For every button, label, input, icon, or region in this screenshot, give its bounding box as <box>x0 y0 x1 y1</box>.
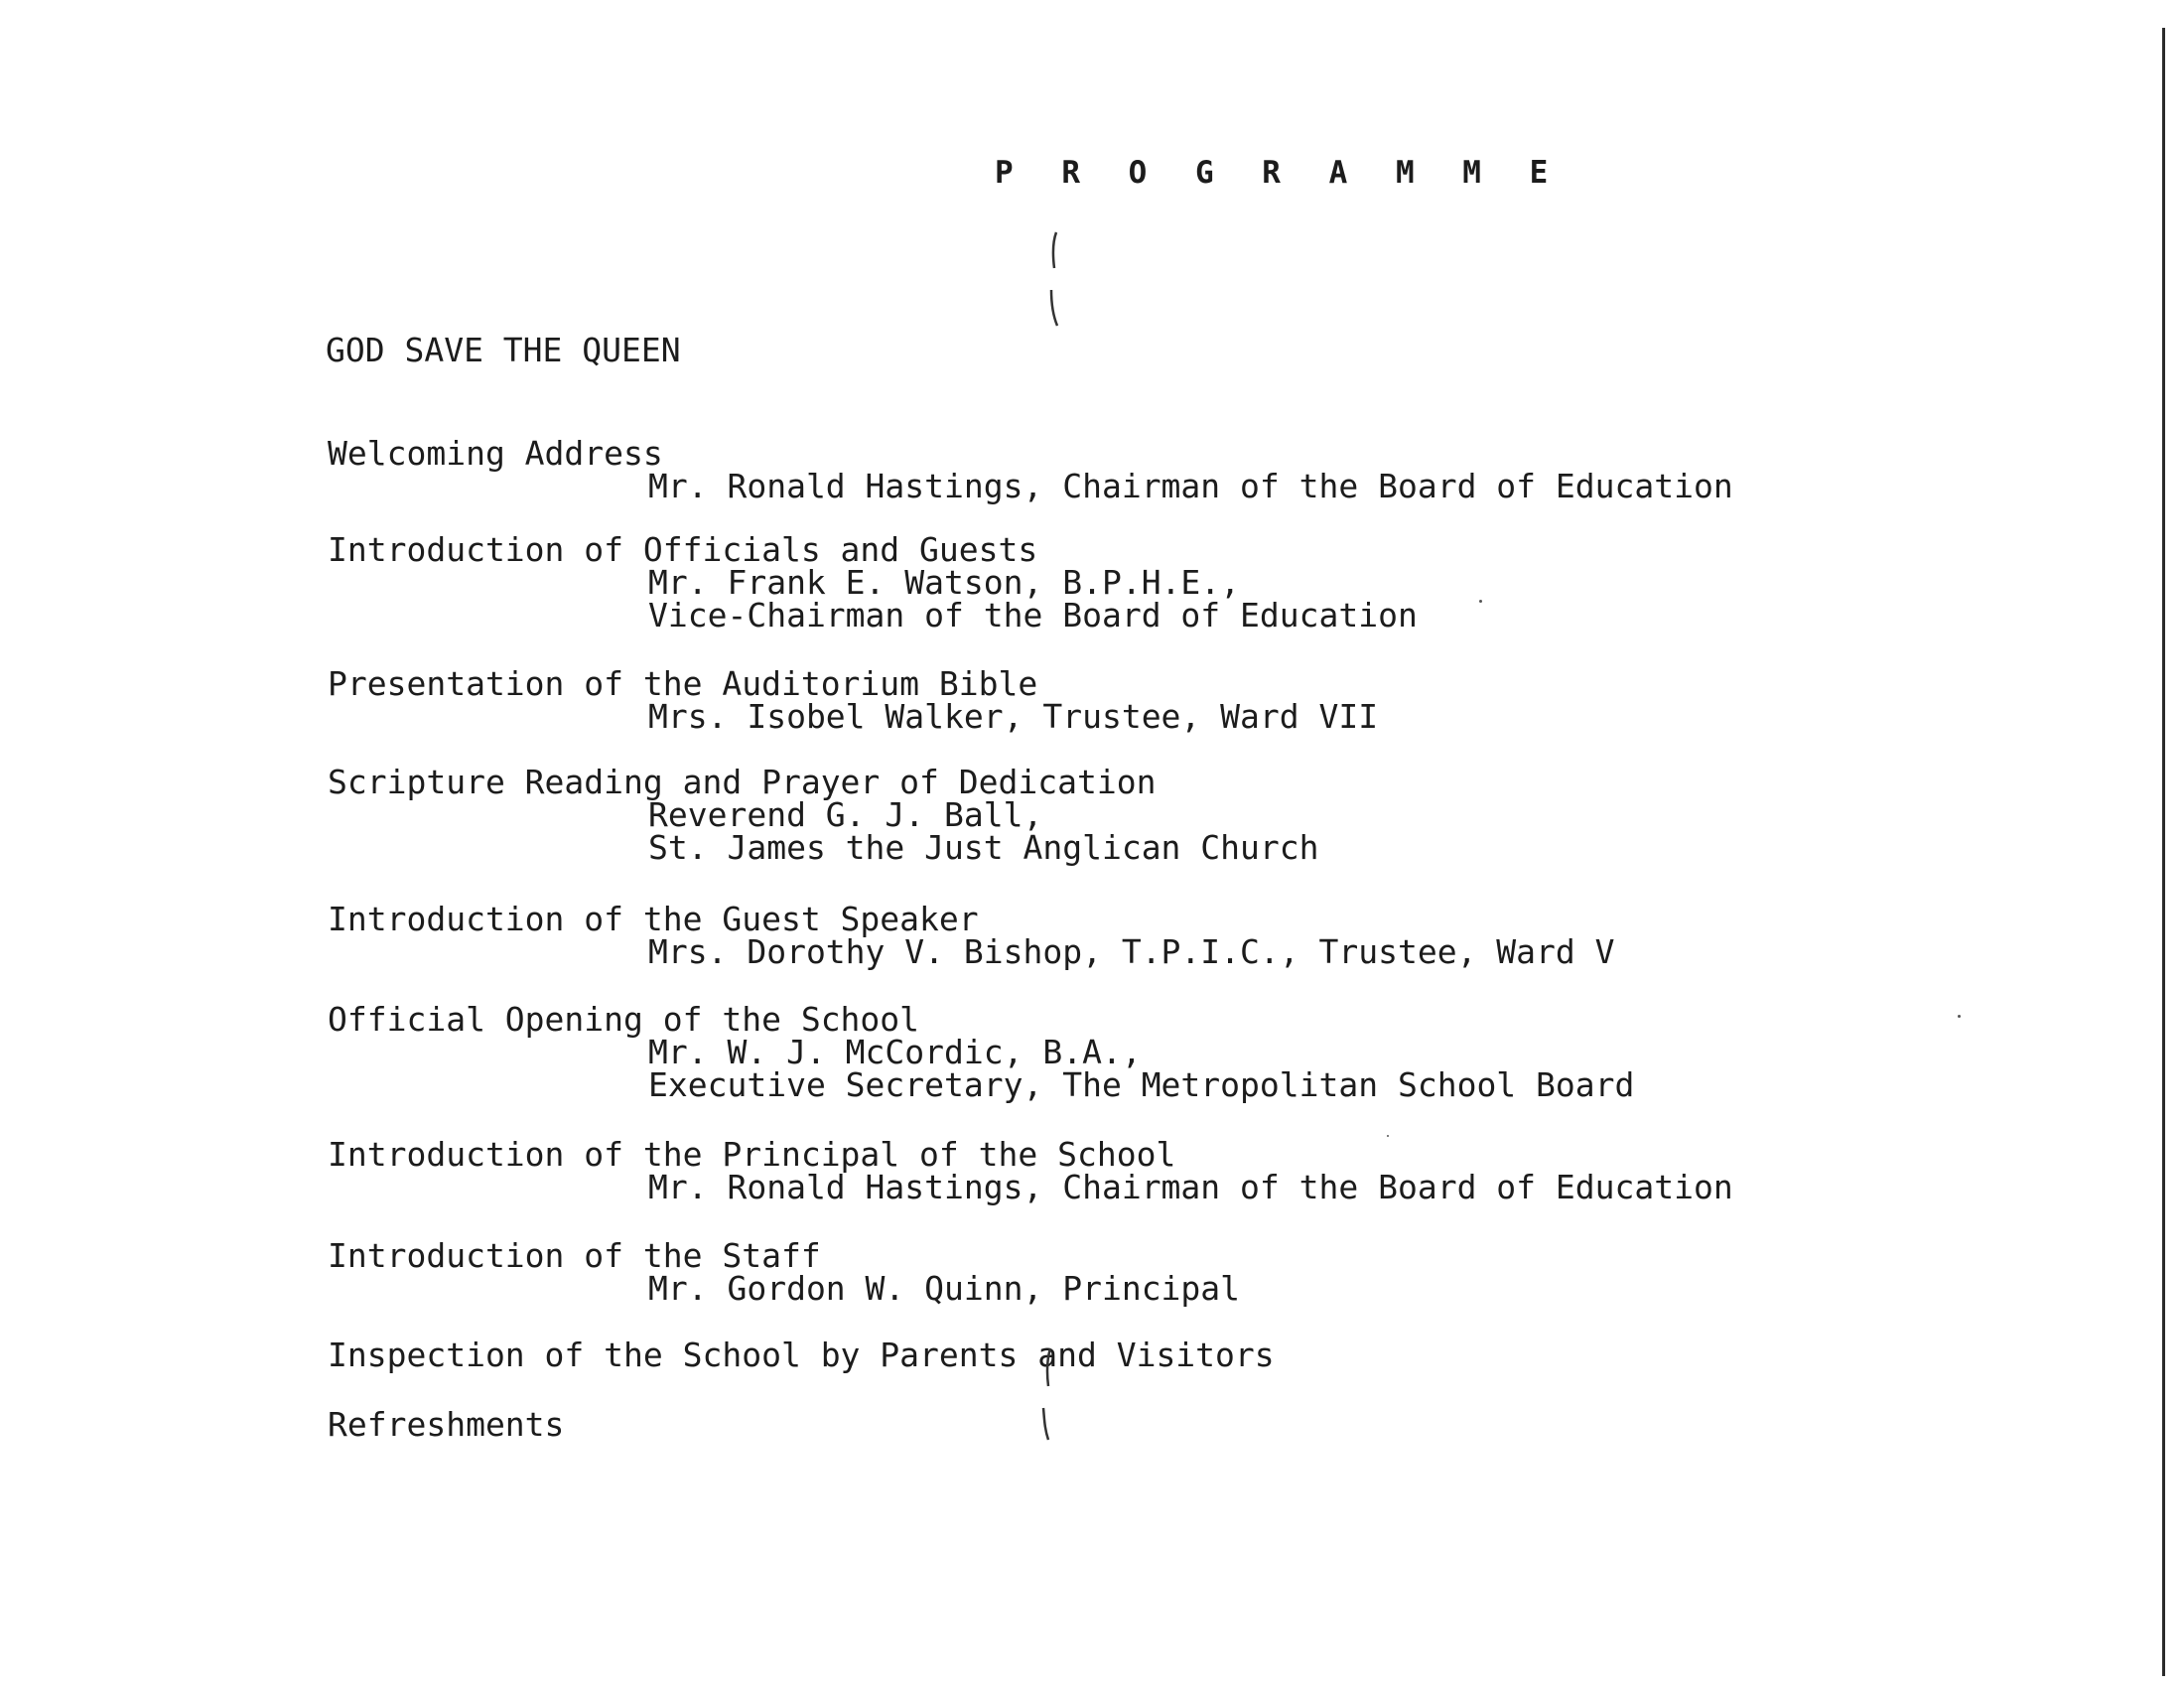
item-detail: Executive Secretary, The Metropolitan School Board <box>648 1065 1635 1104</box>
item-title: Scripture Reading and Prayer of Dedication <box>328 763 1157 801</box>
pencil-mark-bottom <box>1040 1406 1046 1446</box>
item-detail: Mr. Ronald Hastings, Chairman of the Board of Education <box>648 1168 1733 1206</box>
item-detail: Reverend G. J. Ball, <box>648 795 1043 834</box>
item-title: Introduction of the Guest Speaker <box>328 900 979 938</box>
item-title: Introduction of the Staff <box>328 1236 821 1275</box>
item-detail: St. James the Just Anglican Church <box>648 828 1319 867</box>
item-title: Inspection of the School by Parents and Visitors <box>328 1336 1275 1374</box>
programme-item-principal-introduction <box>328 1135 1733 1206</box>
programme-item-welcoming-address <box>328 434 1733 505</box>
pencil-mark-third <box>1044 1346 1050 1390</box>
programme-item-scripture-reading <box>328 763 1319 867</box>
item-title: Welcoming Address <box>328 434 663 473</box>
item-detail: Mr. Gordon W. Quinn, Principal <box>648 1269 1241 1308</box>
programme-item-inspection <box>328 1336 1275 1374</box>
item-detail: Vice-Chairman of the Board of Education <box>648 596 1418 634</box>
item-detail: Mrs. Isobel Walker, Trustee, Ward VII <box>648 697 1379 736</box>
item-detail: Mr. Frank E. Watson, B.P.H.E., <box>648 563 1241 602</box>
page-edge-shadow <box>2162 28 2165 1676</box>
scan-speck <box>1387 1135 1389 1137</box>
item-detail: Mr. Ronald Hastings, Chairman of the Board of Education <box>648 467 1733 505</box>
anthem-line: GOD SAVE THE QUEEN <box>326 331 681 369</box>
item-title: Introduction of Officials and Guests <box>328 530 1038 569</box>
programme-item-introduction-officials <box>328 530 1418 634</box>
programme-item-official-opening <box>328 1000 1635 1104</box>
item-detail: Mrs. Dorothy V. Bishop, T.P.I.C., Trustee, Ward V <box>648 932 1615 971</box>
item-title: Presentation of the Auditorium Bible <box>328 664 1038 703</box>
scan-speck <box>1479 600 1482 603</box>
programme-item-staff-introduction <box>328 1236 1241 1308</box>
item-detail: Mr. W. J. McCordic, B.A., <box>648 1033 1142 1071</box>
programme-item-refreshments <box>328 1405 565 1444</box>
item-title: Introduction of the Principal of the School <box>328 1135 1176 1174</box>
pencil-mark-top <box>1050 230 1056 274</box>
programme-title: P R O G R A M M E <box>995 155 1564 191</box>
programme-item-auditorium-bible <box>328 664 1379 736</box>
pencil-mark-second <box>1048 288 1054 332</box>
scan-speck <box>1958 1015 1961 1018</box>
item-title: Official Opening of the School <box>328 1000 920 1039</box>
item-title: Refreshments <box>328 1405 565 1444</box>
programme-item-guest-speaker <box>328 900 1615 971</box>
